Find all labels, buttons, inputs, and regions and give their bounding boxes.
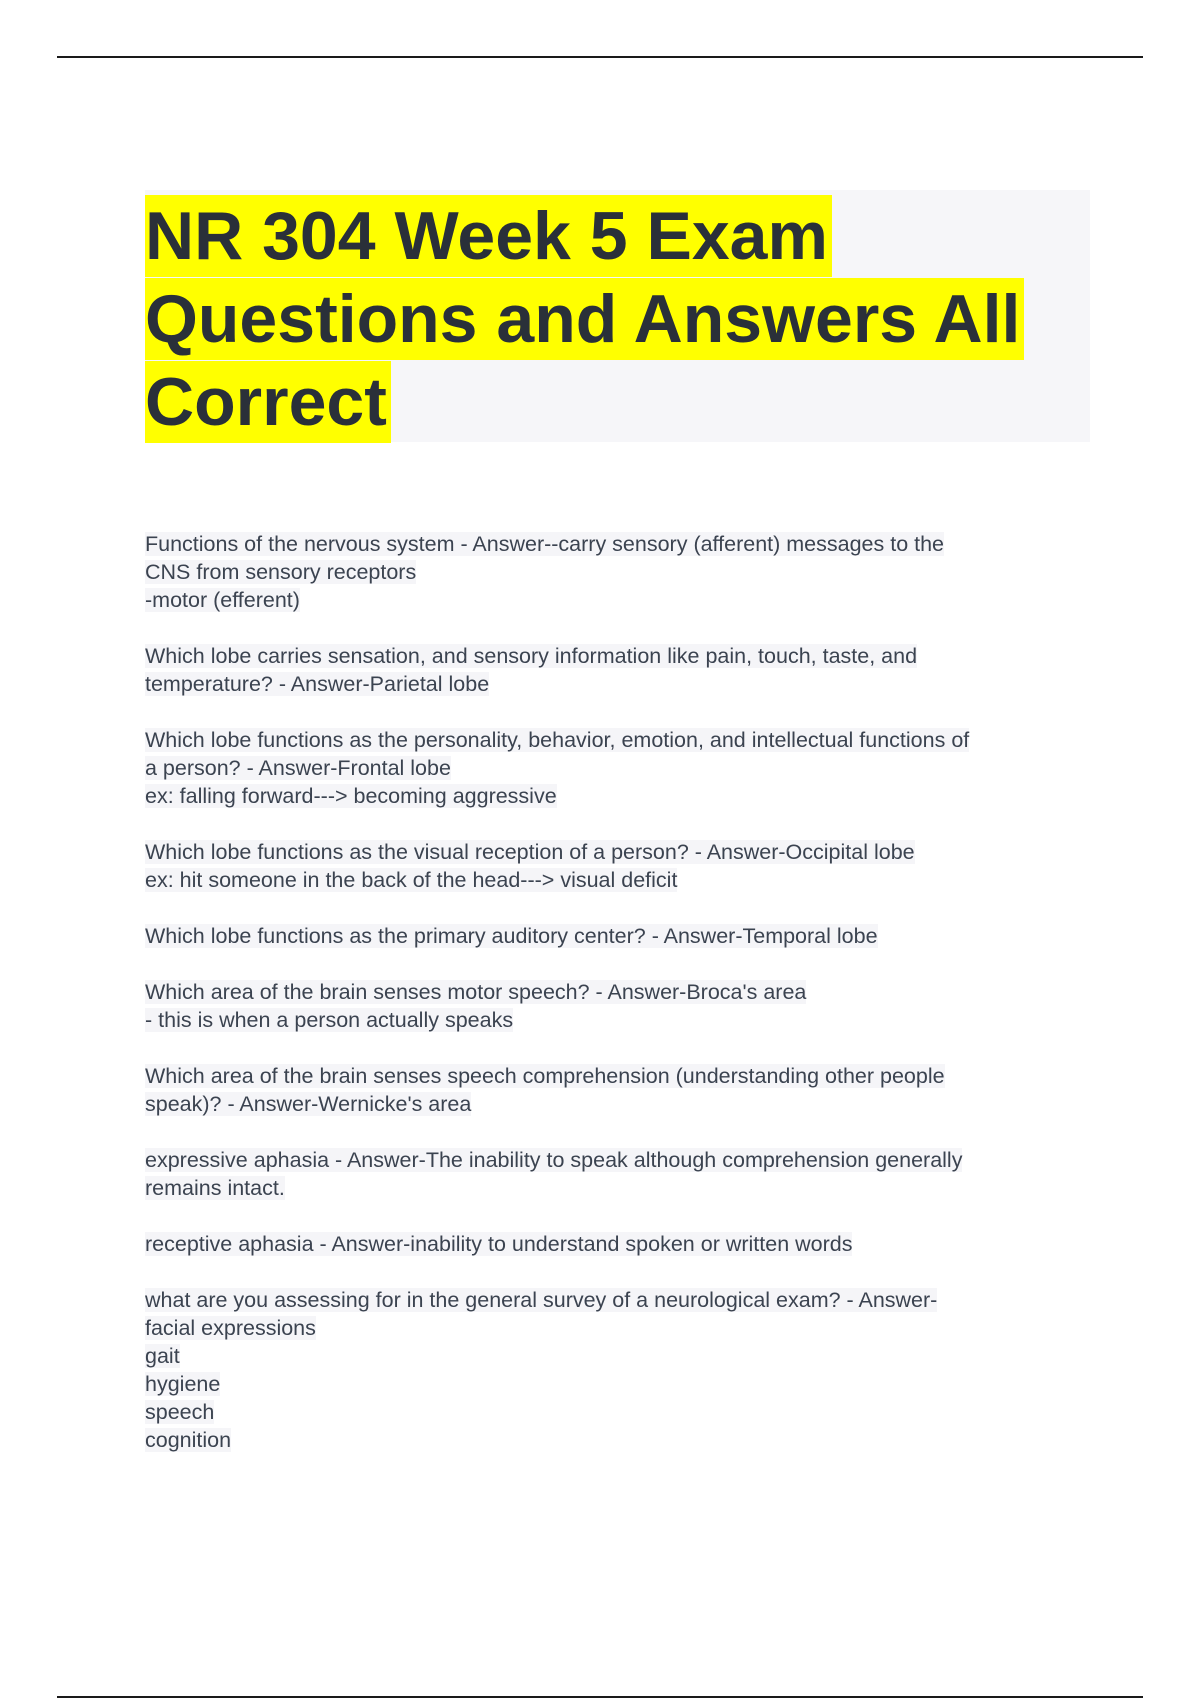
qa-line: what are you assessing for in the general survey of a neurological exam? - Answer- xyxy=(145,1288,938,1312)
qa-line: Which lobe carries sensation, and sensory information like pain, touch, taste, and xyxy=(145,644,918,668)
qa-list xyxy=(145,530,1085,1482)
qa-line: CNS from sensory receptors xyxy=(145,560,417,584)
qa-line: ex: falling forward---> becoming aggressive xyxy=(145,784,557,808)
qa-item xyxy=(145,978,1085,1034)
qa-item xyxy=(145,1286,1085,1454)
qa-line: Which lobe functions as the personality, behavior, emotion, and intellectual functions of xyxy=(145,728,970,752)
title-highlight: NR 304 Week 5 Exam Questions and Answers All Correct xyxy=(145,195,1024,443)
qa-line: cognition xyxy=(145,1428,232,1452)
qa-line: speech xyxy=(145,1400,215,1424)
qa-line: - this is when a person actually speaks xyxy=(145,1008,514,1032)
qa-item xyxy=(145,1230,1085,1258)
qa-line: Which lobe functions as the visual reception of a person? - Answer-Occipital lobe xyxy=(145,840,915,864)
page-title xyxy=(145,195,1090,444)
qa-item xyxy=(145,1146,1085,1202)
top-rule xyxy=(57,56,1143,58)
qa-item xyxy=(145,1062,1085,1118)
qa-item xyxy=(145,530,1085,614)
qa-line: Which lobe functions as the primary auditory center? - Answer-Temporal lobe xyxy=(145,924,878,948)
qa-item xyxy=(145,838,1085,894)
qa-line: Which area of the brain senses speech comprehension (understanding other people xyxy=(145,1064,945,1088)
qa-item xyxy=(145,726,1085,810)
qa-line: receptive aphasia - Answer-inability to understand spoken or written words xyxy=(145,1232,853,1256)
qa-line: speak)? - Answer-Wernicke's area xyxy=(145,1092,472,1116)
qa-line: Which area of the brain senses motor speech? - Answer-Broca's area xyxy=(145,980,807,1004)
qa-line: remains intact. xyxy=(145,1176,285,1200)
qa-line: expressive aphasia - Answer-The inability to speak although comprehension generally xyxy=(145,1148,963,1172)
qa-line: -motor (efferent) xyxy=(145,588,300,612)
qa-line: gait xyxy=(145,1344,180,1368)
qa-line: a person? - Answer-Frontal lobe xyxy=(145,756,451,780)
qa-item xyxy=(145,642,1085,698)
qa-line: Functions of the nervous system - Answer--carry sensory (afferent) messages to the xyxy=(145,532,945,556)
qa-line: temperature? - Answer-Parietal lobe xyxy=(145,672,490,696)
qa-item xyxy=(145,922,1085,950)
qa-line: facial expressions xyxy=(145,1316,316,1340)
qa-line: hygiene xyxy=(145,1372,221,1396)
qa-line: ex: hit someone in the back of the head---> visual deficit xyxy=(145,868,678,892)
bottom-rule xyxy=(57,1696,1143,1698)
